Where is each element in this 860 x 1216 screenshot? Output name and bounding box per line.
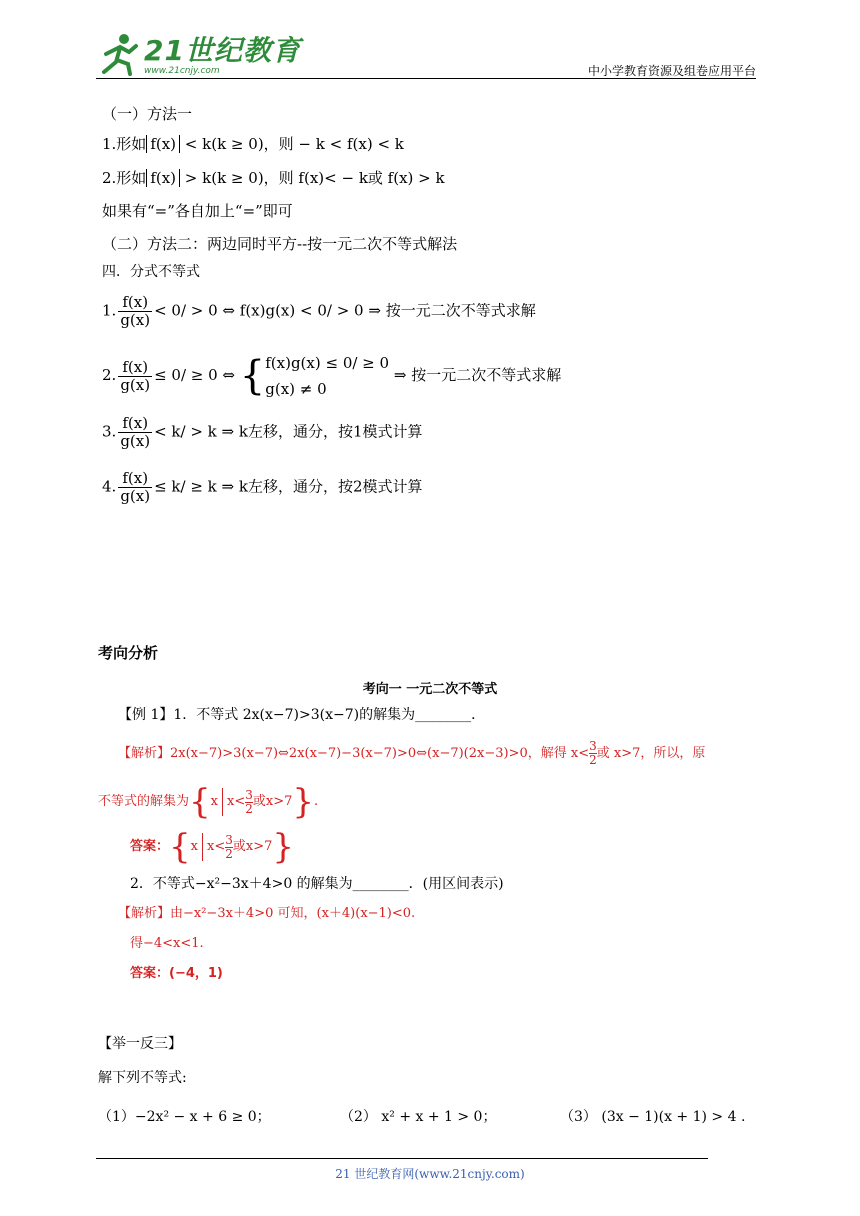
ex1-sol-b: 或 x>7，所以，原 (596, 746, 706, 761)
ex1-sol2-end: . (314, 794, 319, 809)
answer-label: 答案： (130, 839, 170, 854)
method1-note: 如果有“=”各自加上“=”即可 (102, 202, 293, 220)
set-frac-den: 2 (245, 801, 253, 816)
example2-solution: 【解析】由−x²−3x＋4>0 可知，(x＋4)(x−1)<0. (118, 906, 416, 921)
example1-answer (130, 827, 295, 867)
rule1-numerator: f(x) (118, 294, 152, 312)
section4-title: 四．分式不等式 (102, 264, 200, 280)
ex1-sol-fraction (589, 740, 597, 767)
ans-cond-a: x< (207, 839, 226, 854)
method1-item2-abs: f(x) (146, 169, 180, 187)
rule2-mid: ≤ 0/ ≥ 0 ⇔ (154, 366, 235, 384)
rule4-denominator: g(x) (120, 487, 151, 505)
ex1-solution-set (98, 782, 319, 822)
site-logo (96, 32, 301, 76)
method1-item2-cond: > k(k ≥ 0)，则 f(x)< − k或 f(x) > k (180, 169, 445, 187)
ans-close-brace: } (272, 827, 295, 867)
ans-set-var: x (190, 839, 198, 854)
rule2-system (265, 350, 389, 402)
rule1-number: 1. (102, 301, 117, 320)
runner-logo-icon (96, 32, 144, 76)
rule4-rest: ≤ k/ ≥ k ⇒ k左移，通分，按2模式计算 (154, 477, 423, 496)
footer-divider (96, 1158, 708, 1159)
practice-instructions: 解下列不等式: (98, 1070, 187, 1086)
method1-item2 (102, 168, 445, 188)
ex1-sol-a: 【解析】2x(x−7)>3(x−7)⇔2x(x−7)−3(x−7)>0⇔(x−7)(2x−3)>0，解得 x< (118, 746, 590, 761)
practice-problem-1: （1）−2x² − x + 6 ≥ 0； (98, 1109, 271, 1125)
logo-url: www.21cnjy.com (144, 66, 220, 76)
method1-item2-prefix: 2.形如 (102, 169, 147, 187)
header-platform-text: 中小学教育资源及组卷应用平台 (587, 64, 756, 78)
rule2-number: 2. (102, 366, 117, 384)
rule4-number: 4. (102, 477, 117, 496)
frac-rule-3 (102, 415, 423, 450)
set-var: x (210, 794, 218, 809)
analysis-heading: 考向分析 (98, 644, 159, 662)
ans-cond-b: 或x>7 (232, 839, 273, 854)
method1-item1 (102, 134, 404, 154)
logo-text: 21世纪教育 (144, 34, 301, 67)
set-cond-a: x< (227, 794, 246, 809)
example1-solution-line2 (98, 782, 319, 822)
ex1-sol-frac-den: 2 (589, 753, 597, 767)
frac-rule-4 (102, 470, 423, 505)
example1-solution-line1 (118, 740, 705, 767)
ans-set-bar (202, 833, 203, 861)
example2-question: 2．不等式−x²−3x＋4>0 的解集为________．(用区间表示) (130, 876, 504, 892)
practice-problem-2: （2） x² + x + 1 > 0； (340, 1109, 497, 1125)
rule1-fraction (118, 294, 152, 329)
rule3-rest: < k/ > k ⇒ k左移，通分，按1模式计算 (154, 422, 423, 441)
method1-item1-abs: f(x) (146, 135, 180, 153)
frac-rule-1 (102, 294, 536, 329)
set-frac-num: 3 (245, 787, 253, 802)
rule3-fraction (118, 415, 152, 450)
rule2-fraction (118, 359, 152, 394)
set-open-brace: { (189, 782, 211, 822)
rule2-system-line2: g(x) ≠ 0 (265, 380, 327, 398)
method1-title: （一）方法一 (102, 105, 193, 123)
ans-fraction (225, 834, 233, 861)
rule4-fraction (118, 470, 152, 505)
rule3-number: 3. (102, 422, 117, 441)
ans-frac-den: 2 (225, 846, 233, 861)
ex1-sol2-a: 不等式的解集为 (98, 794, 190, 809)
analysis-subheading: 考向一 一元二次不等式 (362, 682, 498, 697)
set-cond-b: 或x>7 (252, 794, 293, 809)
ans-open-brace: { (169, 827, 191, 867)
ans-frac-num: 3 (225, 832, 233, 847)
method1-item1-prefix: 1.形如 (102, 135, 147, 153)
footer-text: 21 世纪教育网(www.21cnjy.com) (335, 1167, 525, 1181)
set-close-brace: } (292, 782, 315, 822)
header-divider (96, 78, 756, 79)
rule3-denominator: g(x) (120, 432, 151, 450)
ex1-answer-set (130, 827, 295, 867)
set-fraction (245, 789, 253, 816)
rule2-rest: ⇒ 按一元二次不等式求解 (393, 366, 562, 384)
set-bar (222, 788, 223, 816)
example1-question: 【例 1】1．不等式 2x(x−7)>3(x−7)的解集为________． (118, 707, 486, 723)
logo-text-block (144, 34, 301, 76)
rule1-denominator: g(x) (120, 311, 151, 329)
rule4-numerator: f(x) (118, 470, 152, 488)
method1-item1-cond: < k(k ≥ 0)，则 − k < f(x) < k (180, 135, 404, 153)
system-brace: { (239, 353, 266, 399)
practice-heading: 【举一反三】 (98, 1036, 182, 1052)
method2-title: （二）方法二：两边同时平方--按一元二次不等式解法 (102, 235, 458, 253)
rule2-denominator: g(x) (120, 375, 151, 394)
ex1-sol-frac-num: 3 (589, 739, 597, 753)
practice-problem-3: （3） (3x − 1)(x + 1) > 4 . (560, 1109, 746, 1125)
rule1-rest: < 0/ > 0 ⇔ f(x)g(x) < 0/ > 0 ⇒ 按一元二次不等式求解 (154, 301, 536, 320)
rule3-numerator: f(x) (118, 415, 152, 433)
example2-solution-line2: 得−4<x<1. (130, 936, 204, 951)
rule2-system-line1: f(x)g(x) ≤ 0/ ≥ 0 (265, 354, 390, 372)
rule2-numerator: f(x) (118, 359, 152, 377)
frac-rule-2 (102, 350, 561, 402)
example2-answer: 答案：(−4，1) (130, 966, 223, 981)
